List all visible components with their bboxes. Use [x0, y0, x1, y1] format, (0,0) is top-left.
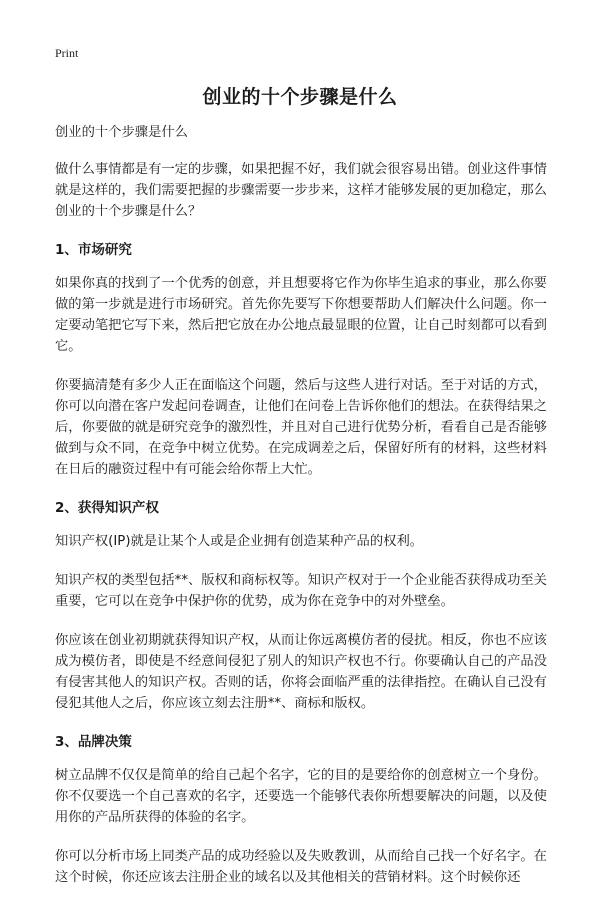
section-heading-branding: 3、品牌决策	[55, 734, 132, 750]
intro-paragraph: 做什么事情都是有一定的步骤，如果把握不好，我们就会很容易出错。创业这件事情就是这样的，我们需要把握的步骤需要一步步来，这样才能够发展的更加稳定，那么创业的十个步骤是什么？	[55, 162, 547, 219]
section-heading-market-research: 1、市场研究	[55, 242, 132, 258]
paragraph: 你要搞清楚有多少人正在面临这个问题，然后与这些人进行对话。至于对话的方式，你可以向潜在客户发起问卷调查，让他们在问卷上告诉你他们的想法。在获得结果之后，你要做的就是研究竞争的激烈性，并且对自己进行优势分析，看看自己是否能够做到与众不同，在竞争中树立优势。在完成调差之后，保留好所有的材料，这些材料在日后的融资过程中有可能会给你帮上大忙。	[55, 378, 547, 477]
paragraph: 知识产权的类型包括**、版权和商标权等。知识产权对于一个企业能否获得成功至关重要，它可以在竞争中保护你的优势，成为你在竞争中的对外壁垒。	[55, 573, 547, 609]
paragraph: 知识产权(IP)就是让某个人或是企业拥有创造某种产品的权利。	[55, 534, 424, 549]
article-subtitle: 创业的十个步骤是什么	[55, 125, 188, 140]
section-heading-intellectual-property: 2、获得知识产权	[55, 500, 159, 516]
article-body	[55, 122, 550, 906]
paragraph: 你应该在创业初期就获得知识产权，从而让你远离模仿者的侵扰。相反，你也不应该成为模仿者，即使是不经意间侵犯了别人的知识产权也不行。你要确认自己的产品没有侵害其他人的知识产权。否则的话，你将会面临严重的法律指控。在确认自己没有侵犯其他人之后，你应该立刻去注册**、商标和版权。	[55, 633, 547, 711]
paragraph: 你可以分析市场上同类产品的成功经验以及失败教训，从而给自己找一个好名字。在这个时候，你还应该去注册企业的域名以及其他相关的营销材料。这个时候你还	[55, 849, 547, 885]
print-link[interactable]: Print	[55, 46, 79, 60]
paragraph: 树立品牌不仅仅是简单的给自己起个名字，它的目的是要给你的创意树立一个身份。你不仅要选一个自己喜欢的名字，还要选一个能够代表你所想要解决的问题，以及使用你的产品所获得的体验的名字。	[55, 768, 547, 825]
page-title: 创业的十个步骤是什么	[202, 86, 398, 108]
paragraph: 如果你真的找到了一个优秀的创意，并且想要将它作为你毕生追求的事业，那么你要做的第一步就是进行市场研究。首先你先要写下你想要帮助人们解决什么问题。你一定要动笔把它写下来，然后把它放在办公地点最显眼的位置，让自己时刻都可以看到它。	[55, 276, 547, 354]
